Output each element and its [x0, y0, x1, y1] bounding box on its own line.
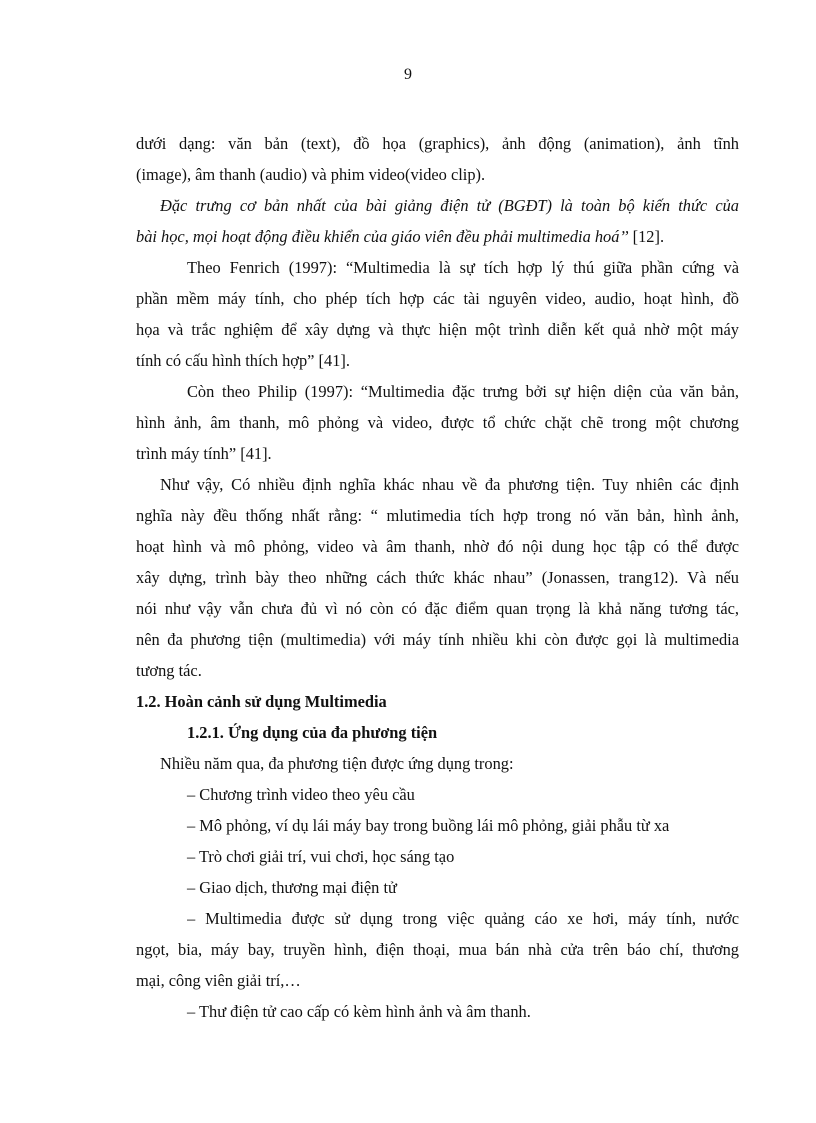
- list-item-1: – Chương trình video theo yêu cầu: [187, 785, 415, 804]
- list-item-6: – Thư điện tử cao cấp có kèm hình ảnh và âm thanh.: [187, 1002, 531, 1021]
- paragraph-3-line-4: tính có cấu hình thích hợp” [41].: [136, 351, 350, 370]
- subsection-heading-1-2-1: 1.2.1. Ứng dụng của đa phương tiện: [187, 723, 438, 742]
- paragraph-4-line-1: Còn theo Philip (1997): “Multimedia đặc trưng bởi sự hiện diện của văn bản,: [187, 382, 739, 401]
- list-item-3: – Trò chơi giải trí, vui chơi, học sáng tạo: [187, 847, 455, 866]
- paragraph-4-line-2: hình ảnh, âm thanh, mô phỏng và video, được tổ chức chặt chẽ trong một chương: [136, 413, 739, 432]
- paragraph-3-line-2: phần mềm máy tính, cho phép tích hợp các tài nguyên video, audio, hoạt hình, đồ: [136, 289, 739, 308]
- list-intro: Nhiều năm qua, đa phương tiện được ứng dụng trong:: [160, 754, 514, 773]
- paragraph-1-line-2: (image), âm thanh (audio) và phim video(video clip).: [136, 165, 486, 184]
- list-item-5-line-2: ngọt, bia, máy bay, truyền hình, điện thoại, mua bán nhà cửa trên báo chí, thương: [136, 940, 739, 959]
- paragraph-3-line-3: họa và trắc nghiệm để xây dựng và thực hiện một trình diễn kết quả nhờ một máy: [136, 320, 739, 339]
- paragraph-1-line-1: dưới dạng: văn bản (text), đồ họa (graphics), ảnh động (animation), ảnh tĩnh: [136, 134, 739, 153]
- paragraph-5-line-1: Như vậy, Có nhiều định nghĩa khác nhau về đa phương tiện. Tuy nhiên các định: [160, 475, 739, 494]
- paragraph-5-line-3: hoạt hình và mô phỏng, video và âm thanh, nhờ đó nội dung học tập có thể được: [136, 537, 739, 556]
- list-item-5-line-1: – Multimedia được sử dụng trong việc quảng cáo xe hơi, máy tính, nước: [187, 909, 739, 928]
- paragraph-2-line-1: Đặc trưng cơ bản nhất của bài giảng điện tử (BGĐT) là toàn bộ kiến thức của: [160, 196, 739, 215]
- section-heading-1-2: 1.2. Hoàn cảnh sử dụng Multimedia: [136, 692, 387, 711]
- paragraph-5-line-4: xây dựng, trình bày theo những cách thức khác nhau” (Jonassen, trang12). Và nếu: [136, 568, 739, 587]
- list-item-2: – Mô phỏng, ví dụ lái máy bay trong buồng lái mô phỏng, giải phẫu từ xa: [187, 816, 670, 835]
- paragraph-3-line-1: Theo Fenrich (1997): “Multimedia là sự tích hợp lý thú giữa phần cứng và: [187, 258, 739, 277]
- paragraph-4-line-3: trình máy tính” [41].: [136, 444, 272, 463]
- list-item-4: – Giao dịch, thương mại điện tử: [187, 878, 397, 897]
- paragraph-5-line-5: nói như vậy vẫn chưa đủ vì nó còn có đặc điểm quan trọng là khả năng tương tác,: [136, 599, 739, 618]
- list-item-5-line-3: mại, công viên giải trí,…: [136, 971, 301, 990]
- paragraph-2-italic-text: bài học, mọi hoạt động điều khiển của giáo viên đều phải multimedia hoá’’: [136, 227, 629, 246]
- paragraph-5-line-6: nên đa phương tiện (multimedia) với máy tính nhiều khi còn được gọi là multimedia: [136, 630, 739, 649]
- paragraph-5-line-7: tương tác.: [136, 661, 202, 680]
- paragraph-2-reference: [12].: [628, 227, 665, 246]
- page-number: 9: [404, 66, 412, 83]
- paragraph-2-line-2: [136, 227, 664, 247]
- paragraph-5-line-2: nghĩa này đều thống nhất rằng: “ mlutimedia tích hợp trong nó văn bản, hình ảnh,: [136, 506, 739, 525]
